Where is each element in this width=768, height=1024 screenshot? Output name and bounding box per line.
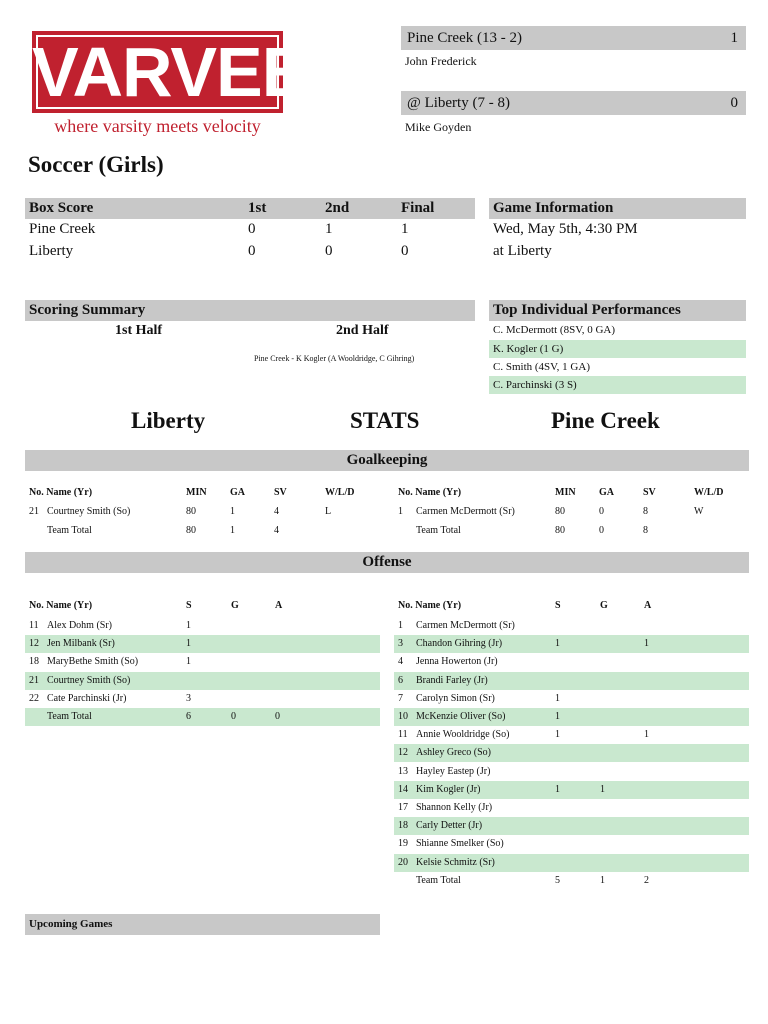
player-number: 10 <box>398 711 408 722</box>
box-team-2-final: 0 <box>401 243 409 259</box>
goalkeeping-column-headers <box>398 484 748 502</box>
player-number: 19 <box>398 838 408 850</box>
box-score-label: Box Score <box>29 200 94 216</box>
column-header: GA <box>599 487 614 498</box>
game-info-header: Game Information <box>489 198 746 219</box>
goals: 1 <box>600 874 605 886</box>
column-header: SV <box>643 487 656 498</box>
upcoming-games-header: Upcoming Games <box>25 914 380 935</box>
column-header: MIN <box>186 487 207 498</box>
box-team-1-h2: 1 <box>325 221 333 237</box>
player-number: 7 <box>398 692 403 704</box>
home-team-score: 1 <box>730 30 738 46</box>
offense-header: Offense <box>25 552 749 573</box>
result: L <box>325 506 332 517</box>
player-name: Team Total <box>416 525 461 536</box>
goalkeeping-column-headers <box>29 484 379 502</box>
goals: 1 <box>600 783 605 795</box>
box-team-2-h1: 0 <box>248 243 256 259</box>
player-name: Alex Dohm (Sr) <box>47 620 112 631</box>
col-final: Final <box>401 200 435 216</box>
player-number: 12 <box>29 638 39 650</box>
player-name: Courtney Smith (So) <box>47 674 131 686</box>
col-2nd: 2nd <box>325 200 350 216</box>
column-header: No. Name (Yr) <box>29 487 93 498</box>
assists: 0 <box>275 711 280 722</box>
table-row <box>394 672 749 690</box>
player-number: 21 <box>29 674 39 686</box>
player-name: Carmen McDermott (Sr) <box>416 506 515 517</box>
player-number: 11 <box>398 729 408 741</box>
player-number: 21 <box>29 506 39 517</box>
assists: 2 <box>644 874 649 886</box>
player-name: Courtney Smith (So) <box>47 506 131 517</box>
player-number: 11 <box>29 620 39 631</box>
table-row <box>394 763 749 781</box>
player-name: MaryBethe Smith (So) <box>47 656 139 668</box>
shots: 1 <box>555 729 560 741</box>
minutes: 80 <box>555 506 565 517</box>
table-row <box>25 708 380 726</box>
col-1st: 1st <box>248 200 267 216</box>
table-row <box>25 672 380 690</box>
column-header: S <box>186 600 192 611</box>
table-row <box>25 635 380 653</box>
stats-left-team: Liberty <box>131 408 206 433</box>
column-header: S <box>555 600 561 611</box>
player-number: 22 <box>29 692 39 704</box>
table-row <box>394 799 749 817</box>
stats-right-team: Pine Creek <box>551 408 660 433</box>
player-number: 4 <box>398 656 403 668</box>
shots: 1 <box>186 620 191 631</box>
assists: 1 <box>644 729 649 741</box>
table-row <box>394 872 749 890</box>
column-header: No. Name (Yr) <box>29 600 93 611</box>
goals-against: 0 <box>599 525 604 536</box>
goals: 0 <box>231 711 236 722</box>
shots: 1 <box>555 638 560 650</box>
player-name: Annie Wooldridge (So) <box>416 729 510 741</box>
player-number: 6 <box>398 674 403 686</box>
performance-item: C. Parchinski (3 S) <box>489 376 746 394</box>
goals-against: 1 <box>230 525 235 536</box>
column-header: G <box>600 600 608 611</box>
shots: 5 <box>555 874 560 886</box>
column-header: W/L/D <box>694 487 724 498</box>
goals-against: 0 <box>599 506 604 517</box>
stats-title: STATS <box>350 408 420 433</box>
page-title: Soccer (Girls) <box>28 152 164 177</box>
table-row <box>394 744 749 762</box>
away-team-score: 0 <box>730 95 738 111</box>
first-half-label: 1st Half <box>115 323 163 338</box>
player-name: Hayley Eastep (Jr) <box>416 765 491 777</box>
table-row <box>25 653 380 671</box>
player-name: Ashley Greco (So) <box>416 747 491 759</box>
table-row <box>29 503 379 521</box>
table-row <box>398 522 748 540</box>
box-team-1: Pine Creek <box>29 221 96 237</box>
player-number: 1 <box>398 506 403 517</box>
away-team-label: @ Liberty (7 - 8) <box>407 95 510 111</box>
player-number: 14 <box>398 783 408 795</box>
minutes: 80 <box>555 525 565 536</box>
column-header: W/L/D <box>325 487 355 498</box>
player-number: 18 <box>29 656 39 668</box>
player-number: 1 <box>398 620 403 631</box>
performance-item: K. Kogler (1 G) <box>489 340 746 358</box>
column-header: GA <box>230 487 245 498</box>
shots: 3 <box>186 692 191 704</box>
table-row <box>394 817 749 835</box>
player-name: Cate Parchinski (Jr) <box>47 692 127 704</box>
column-header: G <box>231 600 239 611</box>
box-team-2-h2: 0 <box>325 243 333 259</box>
shots: 1 <box>555 711 560 722</box>
saves: 8 <box>643 525 648 536</box>
top-performances-header: Top Individual Performances <box>489 300 746 321</box>
performance-item: C. Smith (4SV, 1 GA) <box>493 361 590 373</box>
player-name: McKenzie Oliver (So) <box>416 711 506 722</box>
table-row <box>394 690 749 708</box>
performance-item: C. McDermott (8SV, 0 GA) <box>493 324 616 336</box>
saves: 4 <box>274 525 279 536</box>
column-header: MIN <box>555 487 576 498</box>
column-header: No. Name (Yr) <box>398 487 462 498</box>
player-name: Kelsie Schmitz (Sr) <box>416 856 495 868</box>
home-coach: John Frederick <box>405 54 477 68</box>
table-row <box>29 522 379 540</box>
game-date: Wed, May 5th, 4:30 PM <box>493 221 638 237</box>
table-row <box>394 781 749 799</box>
shots: 1 <box>186 638 191 650</box>
away-team-bar <box>401 91 746 115</box>
logo-tagline: where varsity meets velocity <box>54 116 261 136</box>
home-team-bar <box>401 26 746 50</box>
player-name: Team Total <box>47 711 92 722</box>
saves: 4 <box>274 506 279 517</box>
game-location: at Liberty <box>493 243 552 259</box>
table-row <box>394 635 749 653</box>
player-name: Team Total <box>47 525 92 536</box>
table-row <box>394 617 749 635</box>
column-header: SV <box>274 487 287 498</box>
offense-column-headers <box>394 597 749 615</box>
player-number: 3 <box>398 638 403 650</box>
player-name: Carly Detter (Jr) <box>416 820 483 832</box>
assists: 1 <box>644 638 649 650</box>
logo-text: VARVEE <box>32 33 308 111</box>
away-coach: Mike Goyden <box>405 120 472 134</box>
second-half-label: 2nd Half <box>336 323 389 338</box>
player-name: Team Total <box>416 874 461 886</box>
player-number: 12 <box>398 747 408 759</box>
shots: 1 <box>555 783 560 795</box>
player-number: 17 <box>398 802 408 813</box>
shots: 1 <box>186 656 191 668</box>
player-name: Carmen McDermott (Sr) <box>416 620 515 631</box>
table-row <box>394 854 749 872</box>
player-name: Jenna Howerton (Jr) <box>416 656 498 668</box>
offense-column-headers <box>25 597 380 615</box>
column-header: A <box>275 600 283 611</box>
table-row <box>394 835 749 853</box>
player-number: 13 <box>398 765 408 777</box>
scoring-summary-header: Scoring Summary <box>25 300 475 321</box>
goal-entry: Pine Creek - K Kogler (A Wooldridge, C Gihring) <box>254 354 415 363</box>
saves: 8 <box>643 506 648 517</box>
box-team-2: Liberty <box>29 243 74 259</box>
shots: 1 <box>555 692 560 704</box>
player-name: Shianne Smelker (So) <box>416 838 504 850</box>
player-name: Kim Kogler (Jr) <box>416 783 481 795</box>
goals-against: 1 <box>230 506 235 517</box>
table-row <box>394 653 749 671</box>
table-row <box>398 503 748 521</box>
box-team-1-final: 1 <box>401 221 409 237</box>
minutes: 80 <box>186 506 196 517</box>
home-team-label: Pine Creek (13 - 2) <box>407 30 522 46</box>
table-row <box>394 708 749 726</box>
shots: 6 <box>186 711 191 722</box>
player-number: 20 <box>398 856 408 868</box>
player-number: 18 <box>398 820 408 832</box>
goalkeeping-header: Goalkeeping <box>25 450 749 471</box>
table-row <box>394 726 749 744</box>
box-team-1-h1: 0 <box>248 221 256 237</box>
table-row <box>25 617 380 635</box>
player-name: Jen Milbank (Sr) <box>47 638 115 650</box>
column-header: A <box>644 600 652 611</box>
player-name: Brandi Farley (Jr) <box>416 674 488 686</box>
minutes: 80 <box>186 525 196 536</box>
column-header: No. Name (Yr) <box>398 600 462 611</box>
player-name: Chandon Gihring (Jr) <box>416 638 503 650</box>
box-score-header <box>25 198 475 219</box>
table-row <box>25 690 380 708</box>
player-name: Carolyn Simon (Sr) <box>416 692 495 704</box>
result: W <box>694 506 704 517</box>
player-name: Shannon Kelly (Jr) <box>416 802 493 813</box>
